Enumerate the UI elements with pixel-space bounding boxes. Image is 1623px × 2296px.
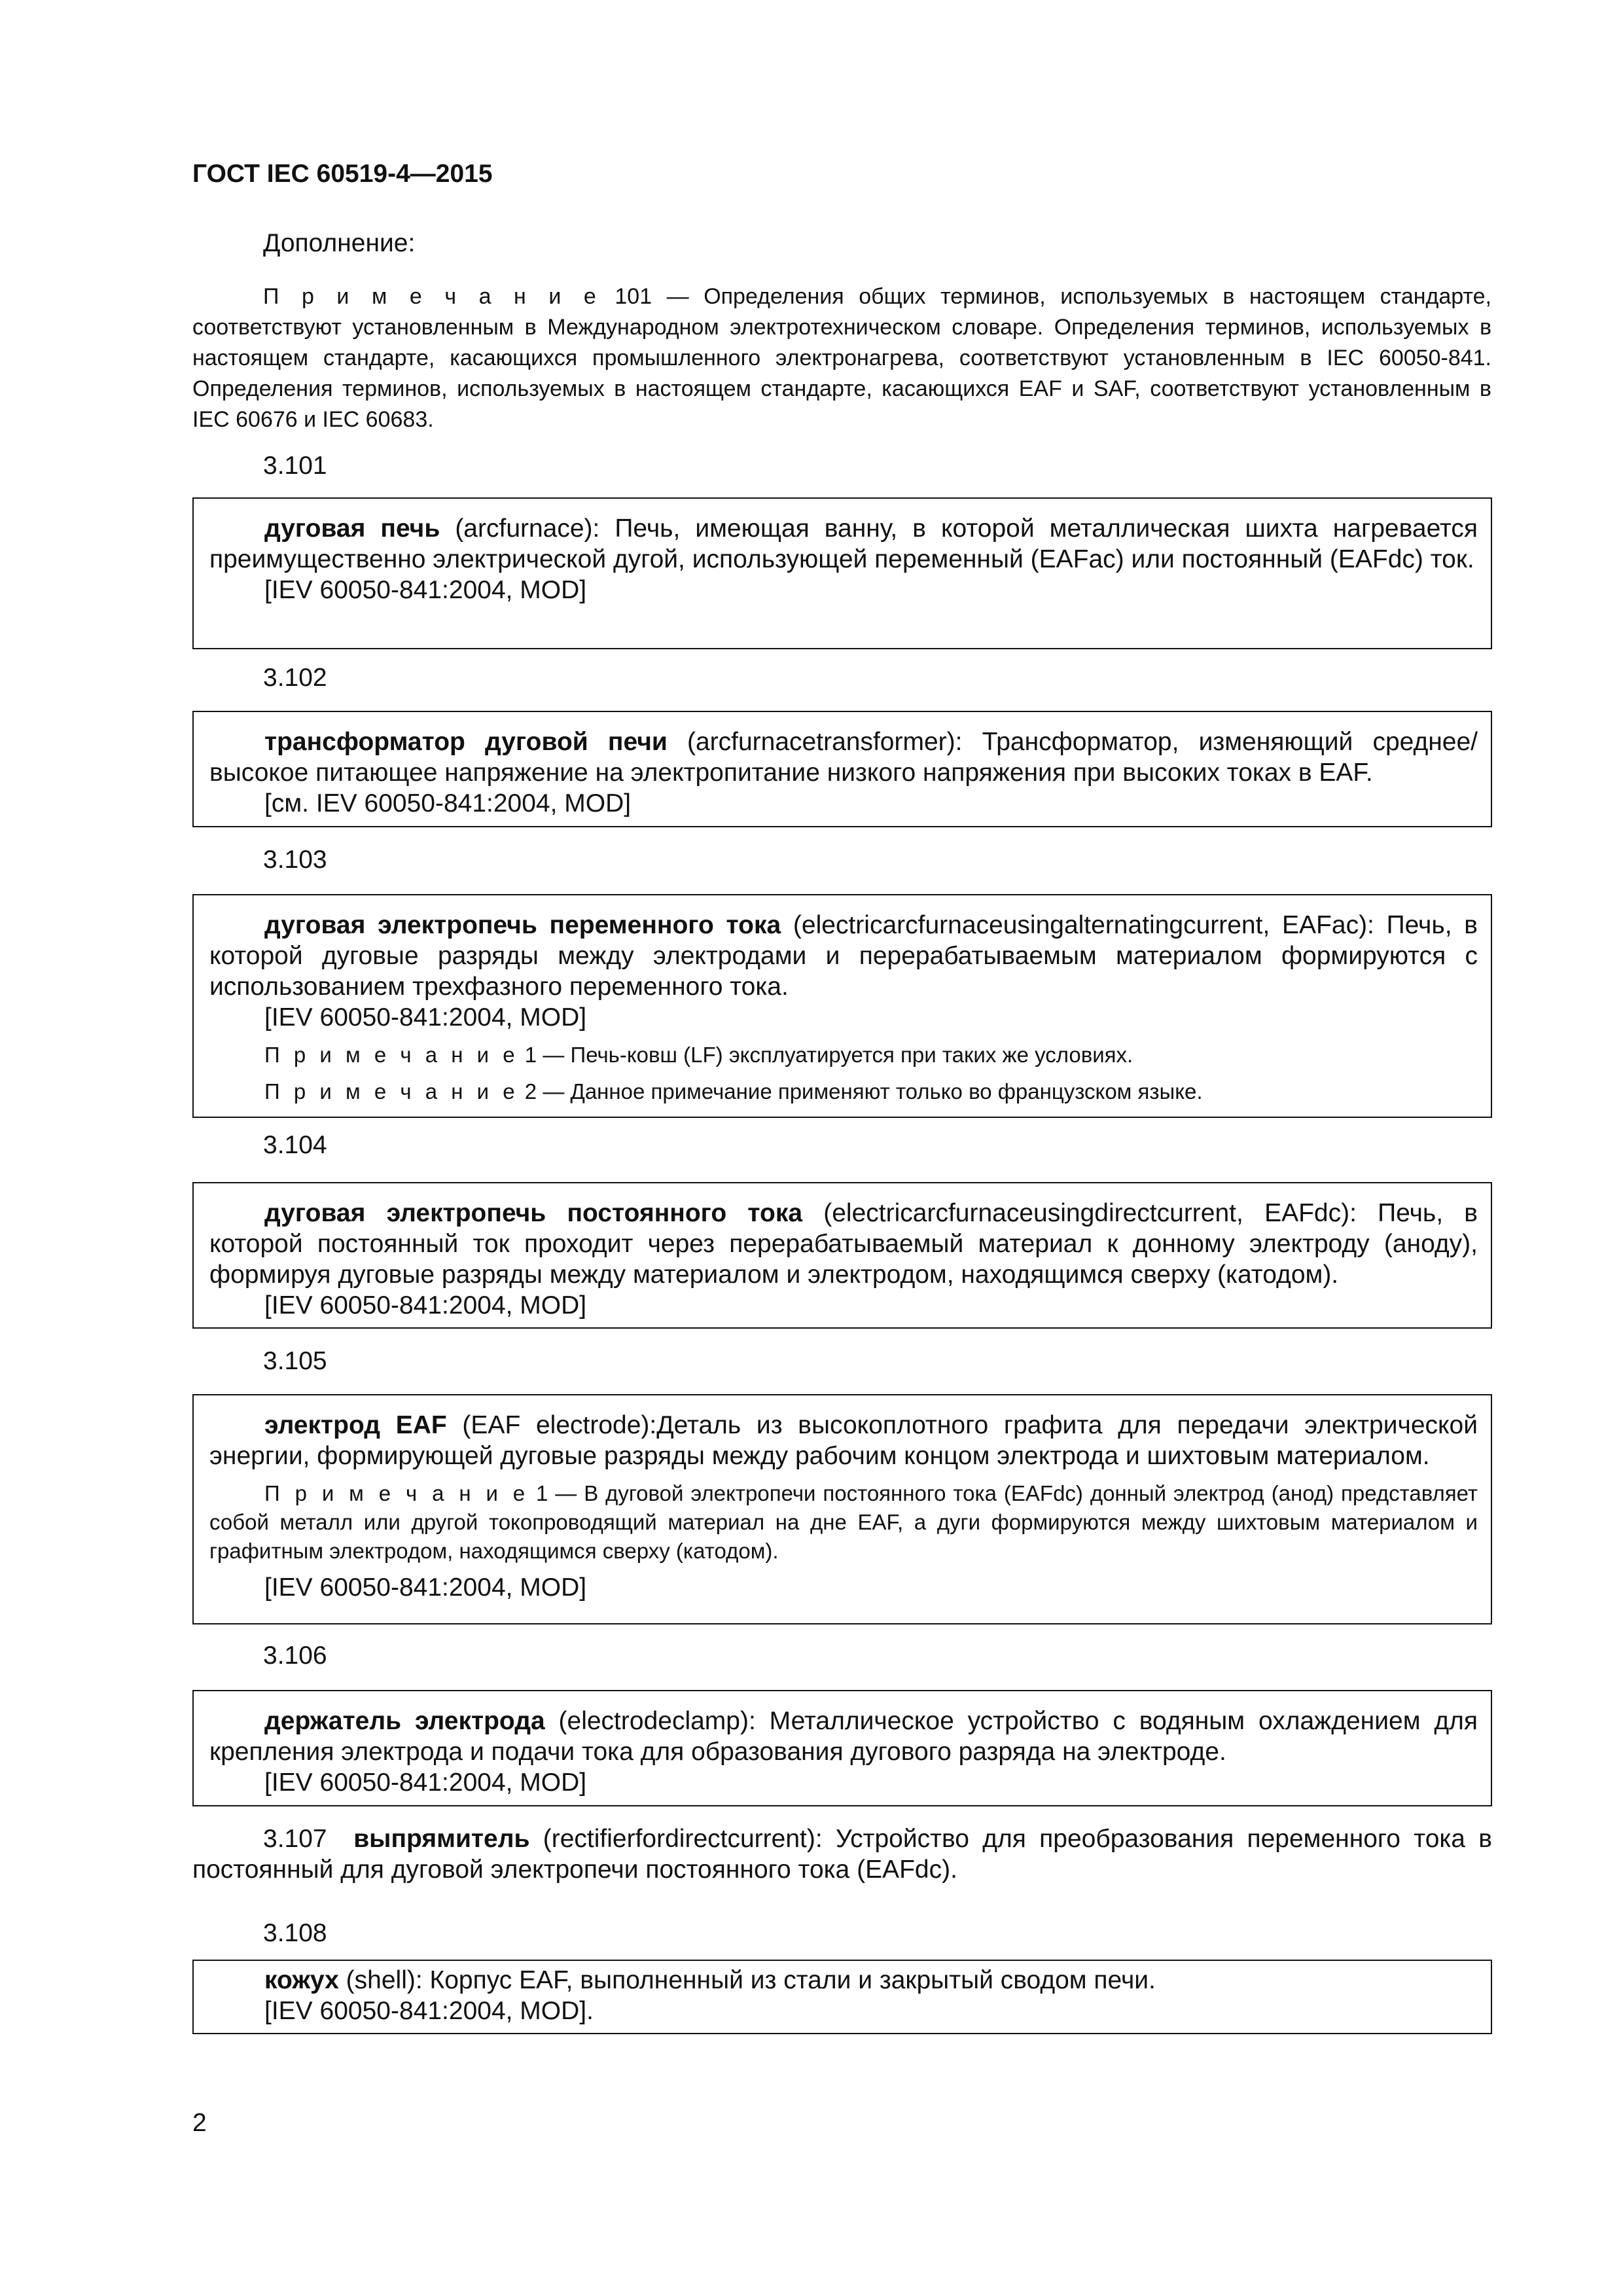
term-name: трансформатор дуговой печи (264, 728, 668, 756)
term-box (192, 1394, 1492, 1624)
term-definition (209, 1198, 1478, 1290)
page-number: 2 (192, 2109, 207, 2137)
entry-number: 3.103 (263, 846, 327, 874)
term-box (192, 1182, 1492, 1329)
source-reference: [IEV 60050-841:2004, MOD] (264, 1768, 587, 1797)
term-definition (192, 1823, 1492, 1885)
definition-text: (arcfurnacetransformer): Трансформатор, изменяющий среднее/высокое питающее напряжение на электропитание низкого напряжения при высоких токах в EAF. (209, 728, 1478, 787)
supplement-label: Дополнение: (263, 229, 416, 257)
term-note (209, 1077, 1478, 1106)
source-reference: [IEV 60050-841:2004, MOD] (264, 1291, 587, 1319)
term-name: электрод EAF (264, 1411, 447, 1439)
intro-note (192, 281, 1491, 435)
definition-text: (EAF electrode):Деталь из высокоплотного графита для передачи электрической энергии, формирующей дуговые разряды между рабочим концом электрода и шихтовым материалом. (209, 1411, 1478, 1470)
note-label: П р и м е ч а н и е (264, 1079, 519, 1103)
note-text: 1 — В дуговой электропечи постоянного тока (EAFdc) донный электрод (анод) представляет собой металл или другой токопроводящий материал на дне EAF, а дуги формируются между шихтовым материалом и графитным электродом, находящимся сверху (катодом). (209, 1481, 1478, 1563)
term-box (192, 497, 1492, 649)
term-box (192, 711, 1492, 827)
term-definition (209, 1965, 1478, 1996)
entry-number: 3.102 (263, 664, 327, 692)
definition-text: (electricarcfurnaceusingalternatingcurrent, EAFac): Печь, в которой дуговые разряды между электродами и перерабатываемым материалом формируются с использованием трехфазного переменного тока. (209, 911, 1478, 1001)
source-reference: [IEV 60050-841:2004, MOD] (264, 1003, 587, 1031)
definition-text: (electrodeclamp): Металлическое устройство с водяным охлаждением для крепления электрода и подачи тока для образования дугового разряда на электроде. (209, 1707, 1478, 1766)
entry-number: 3.108 (263, 1919, 327, 1947)
note-label: П р и м е ч а н и е (263, 284, 600, 309)
note-label: П р и м е ч а н и е (264, 1043, 519, 1067)
note-text: 1 — Печь-ковш (LF) эксплуатируется при таких же условиях. (518, 1043, 1133, 1067)
term-name: дуговая печь (264, 514, 440, 543)
term-box (192, 894, 1492, 1118)
term-name: кожух (264, 1966, 339, 1994)
term-definition (209, 726, 1478, 788)
definition-text: (arcfurnace): Печь, имеющая ванну, в которой металлическая шихта нагревается преимущественно электрической дугой, использующей переменный (EAFac) или постоянный (EAFdc) ток. (209, 514, 1478, 573)
term-box (192, 1960, 1492, 2034)
source-reference: [см. IEV 60050-841:2004, MOD] (264, 789, 632, 817)
source-reference: [IEV 60050-841:2004, MOD] (264, 1573, 587, 1602)
definition-text: (rectifierfordirectcurrent): Устройство для преобразования переменного тока в постоянный для дуговой электропечи постоянного тока (EAFdc). (192, 1825, 1493, 1884)
term-name: дуговая электропечь постоянного тока (264, 1199, 803, 1227)
term-name: держатель электрода (264, 1707, 545, 1735)
term-name: дуговая электропечь переменного тока (264, 911, 781, 939)
entry-number: 3.107 (263, 1825, 327, 1853)
entry-number: 3.106 (263, 1641, 327, 1670)
term-definition (209, 910, 1478, 1002)
term-box (192, 1690, 1492, 1806)
term-definition (209, 513, 1478, 575)
entry-number: 3.101 (263, 452, 327, 480)
document-header: ГОСТ IEC 60519-4—2015 (192, 160, 493, 188)
term-name: выпрямитель (353, 1825, 530, 1853)
note-label: П р и м е ч а н и е (264, 1481, 529, 1505)
definition-text: (electricarcfurnaceusingdirectcurrent, EAFdc): Печь, в которой постоянный ток проходит через перерабатываемый материал к донному электроду (аноду), формируя дуговые разряды между материалом и электродом, находящимся сверху (катодом). (209, 1199, 1478, 1289)
term-definition (209, 1410, 1478, 1471)
term-note (209, 1479, 1478, 1566)
term-definition (209, 1706, 1478, 1767)
note-text: 101 — Определения общих терминов, используемых в настоящем стандарте, соответствуют установленным в Международном электротехническом словаре. Определения терминов, используемых в настоящем стандарте, касающихся промышленного электронагрева, соответствуют установленным в IEC 60050-841. Определения терминов, используемых в настоящем стандарте, касающихся EAF и SAF, соответствуют установленным в IEC 60676 и IEC 60683. (192, 284, 1491, 432)
entry-number: 3.104 (263, 1131, 327, 1159)
note-text: 2 — Данное примечание применяют только во французском языке. (518, 1079, 1203, 1103)
definition-text: (shell): Корпус EAF, выполненный из стали и закрытый сводом печи. (338, 1966, 1156, 1994)
source-reference: [IEV 60050-841:2004, MOD]. (264, 1997, 594, 2025)
source-reference: [IEV 60050-841:2004, MOD] (264, 576, 587, 604)
term-note (209, 1041, 1478, 1069)
entry-number: 3.105 (263, 1347, 327, 1375)
